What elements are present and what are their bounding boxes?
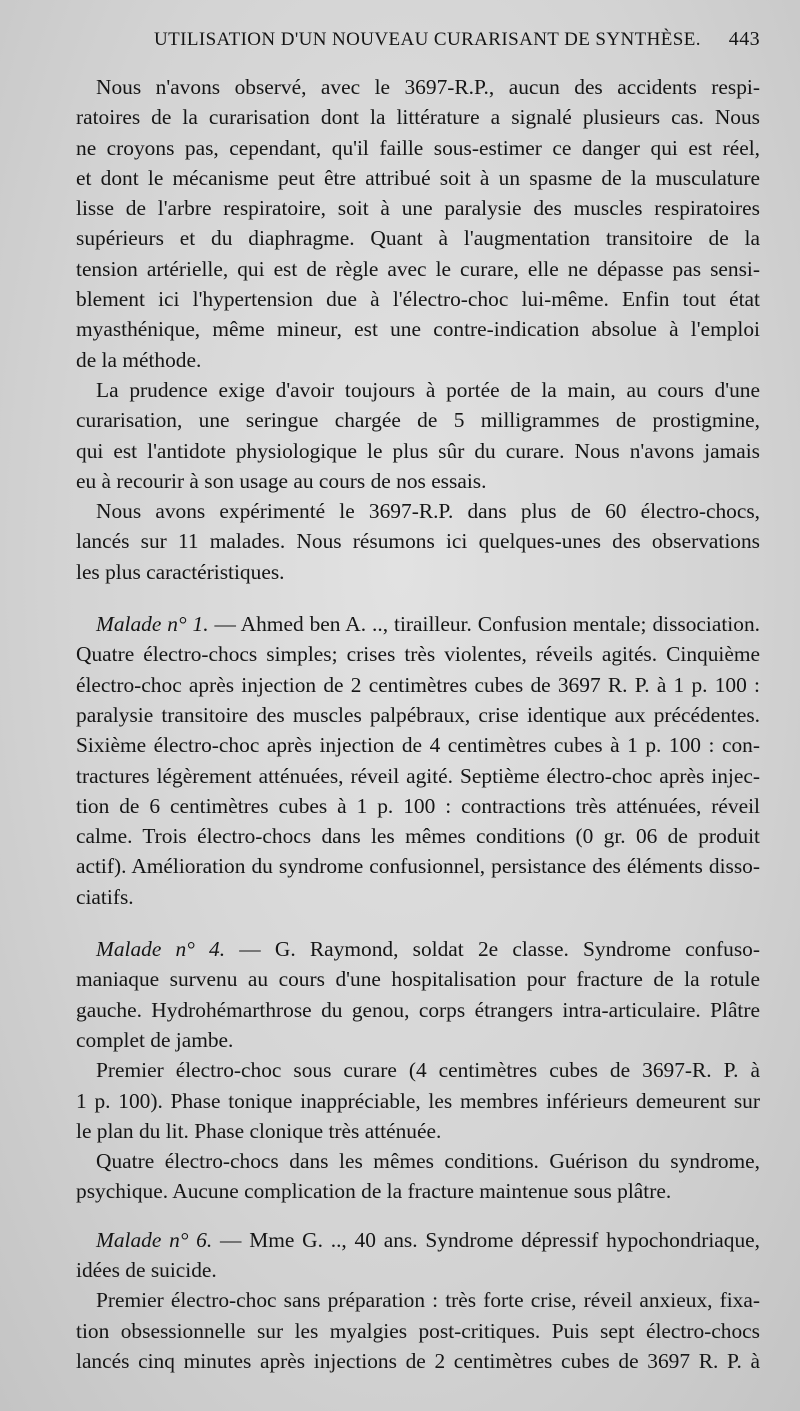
text-line: psychique. Aucune complication de la fracture maintenue sous plâtre. — [76, 1179, 672, 1204]
case-heading-line — [76, 1225, 760, 1255]
text-line: lancés cinq minutes après injections de 2 centimètres cubes de 3697 R. P. à — [76, 1348, 760, 1373]
text-line: tion obsessionnelle sur les myalgies post-critiques. Puis sept électro-chocs — [76, 1318, 760, 1343]
text-line: Quatre électro-chocs simples; crises très violentes, réveils agités. Cinquième — [76, 642, 760, 667]
section-gap — [76, 912, 760, 934]
text-line: maniaque survenu au cours d'une hospitalisation pour fracture de la rotule — [76, 967, 760, 992]
paragraph-respiratory-accidents — [76, 72, 760, 375]
text-line: ratoires de la curarisation dont la littérature a signalé plusieurs cas. Nous — [76, 105, 760, 130]
text-line: électro-choc après injection de 2 centimètres cubes de 3697 R. P. à 1 p. 100 : — [76, 672, 760, 697]
text-line: Nous n'avons observé, avec le 3697-R.P., aucun des accidents respi- — [96, 75, 760, 99]
case-label: Malade n° 1. — [96, 612, 209, 637]
text-line: tractures légèrement atténuées, réveil agité. Septième électro-choc après injec- — [76, 763, 760, 788]
case-label: Malade n° 4. — [96, 937, 226, 962]
text-line: Nous avons expérimenté le 3697-R.P. dans plus de 60 électro-chocs, — [96, 499, 760, 524]
case-malade-4 — [76, 934, 760, 1207]
text-line: et dont le mécanisme peut être attribué soit à un spasme de la musculature — [76, 165, 760, 190]
text-line: curarisation, une seringue chargée de 5 milligrammes de prostigmine, — [76, 408, 760, 433]
case-label: Malade n° 6. — [96, 1227, 213, 1252]
section-gap — [76, 587, 760, 609]
text-line: myasthénique, même mineur, est une contre-indication absolue à l'emploi — [76, 317, 760, 342]
section-gap — [76, 1207, 760, 1225]
text-line: Premier électro-choc sans préparation : très forte crise, réveil anxieux, fixa- — [96, 1288, 760, 1313]
text-line: complet de jambe. — [76, 1027, 234, 1052]
text-line: paralysie transitoire des muscles palpébraux, crise identique aux précédentes. — [76, 702, 760, 727]
text-line: tension artérielle, qui est de règle avec le curare, elle ne dépasse pas sensi- — [76, 256, 760, 281]
running-header — [154, 28, 760, 58]
text-line: calme. Trois électro-chocs dans les mêmes conditions (0 gr. 06 de produit — [76, 824, 760, 849]
text-line: ne croyons pas, cependant, qu'il faille sous-estimer ce danger qui est réel, — [76, 135, 760, 160]
text-line: Premier électro-choc sous curare (4 centimètres cubes de 3697-R. P. à — [96, 1058, 760, 1083]
text-line: idées de suicide. — [76, 1257, 217, 1282]
case-malade-6 — [76, 1225, 760, 1376]
case-heading-line — [76, 609, 760, 639]
text-line: 1 p. 100). Phase tonique inappréciable, les membres inférieurs demeurent sur — [76, 1088, 760, 1113]
text-line: Sixième électro-choc après injection de 4 centimètres cubes à 1 p. 100 : con- — [76, 733, 760, 758]
running-title: UTILISATION D'UN NOUVEAU CURARISANT DE SYNTHÈSE. — [154, 29, 701, 50]
case-heading-text: — Ahmed ben A. .., tirailleur. Confusion mentale; dissociation. — [208, 612, 760, 637]
case-malade-1 — [76, 609, 760, 912]
case-heading-text: — G. Raymond, soldat 2e classe. Syndrome confuso- — [225, 937, 760, 962]
text-line: eu à recourir à son usage au cours de nos essais. — [76, 468, 487, 493]
paragraph-prudence — [76, 375, 760, 496]
text-line: lancés sur 11 malades. Nous résumons ici quelques-unes des observations — [76, 529, 760, 554]
paragraph-experiments — [76, 496, 760, 587]
text-line: qui est l'antidote physiologique le plus sûr du curare. Nous n'avons jamais — [76, 438, 760, 463]
text-line: lisse de l'arbre respiratoire, soit à une paralysie des muscles respiratoires — [76, 196, 760, 221]
text-line: La prudence exige d'avoir toujours à portée de la main, au cours d'une — [96, 377, 760, 402]
page-body — [76, 72, 760, 1376]
text-line: blement ici l'hypertension due à l'électro-choc lui-même. Enfin tout état — [76, 287, 760, 312]
text-line: ciatifs. — [76, 884, 134, 909]
text-line: actif). Amélioration du syndrome confusionnel, persistance des éléments disso- — [76, 854, 760, 879]
text-line: de la méthode. — [76, 347, 202, 372]
page-number: 443 — [728, 28, 760, 50]
text-line: le plan du lit. Phase clonique très atténuée. — [76, 1118, 442, 1143]
case-heading-line — [76, 934, 760, 964]
text-line: supérieurs et du diaphragme. Quant à l'augmentation transitoire de la — [76, 226, 760, 251]
text-line: gauche. Hydrohémarthrose du genou, corps étrangers intra-articulaire. Plâtre — [76, 997, 760, 1022]
case-heading-text: — Mme G. .., 40 ans. Syndrome dépressif hypochondriaque, — [212, 1227, 760, 1252]
text-line: les plus caractéristiques. — [76, 559, 285, 584]
text-line: tion de 6 centimètres cubes à 1 p. 100 : contractions très atténuées, réveil — [76, 793, 760, 818]
text-line: Quatre électro-chocs dans les mêmes conditions. Guérison du syndrome, — [96, 1149, 760, 1174]
